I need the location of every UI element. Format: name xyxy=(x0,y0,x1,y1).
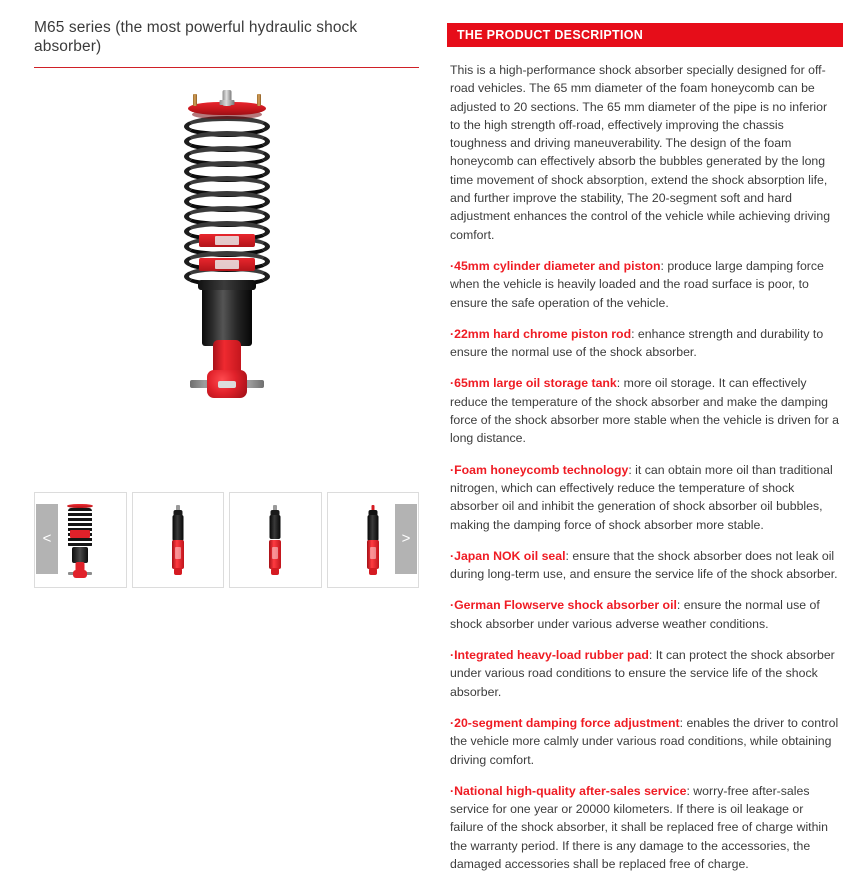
feature-lead: · 22mm hard chrome piston rod xyxy=(450,327,631,341)
bushing-core xyxy=(218,381,236,388)
feature-lead: · German Flowserve shock absorber oil xyxy=(450,598,677,612)
top-mount-nut xyxy=(222,90,231,106)
feature-text: : enhance strength and durability to ensure the normal use of the shock absorber. xyxy=(450,326,824,360)
title-divider xyxy=(34,67,419,68)
feature-item xyxy=(450,596,840,633)
coil-spring xyxy=(184,116,270,291)
shock-body-tube xyxy=(202,284,252,346)
intro-paragraph: This is a high-performance shock absorber specially designed for off-road vehicles. The 65 mm diameter of the foam honeycomb can be adjusted to 20 sections. The 65 mm diameter of the pipe is no inferior to the high strength off-road, effectively improving the chassis toughness and driving maneuverability. The design of the foam honeycomb can effectively absorb the bubbles generated by the long time movement of shock absorption, extend the shock absorption life, and further improve the stability, The 20-segment soft and hard adjustment enhances the control of the vehicle while achieving driving comfort. xyxy=(450,63,831,242)
thumbnail-item-3[interactable] xyxy=(229,492,322,588)
adjuster-band-lower xyxy=(199,258,255,271)
product-description-column xyxy=(447,0,843,871)
main-product-image[interactable] xyxy=(34,82,419,482)
feature-text: : produce large damping force when the vehicle is heavily loaded and the road surface is poor, to ensure the safe operation of the vehicle. xyxy=(450,258,824,310)
product-media-column xyxy=(0,0,447,781)
feature-lead: · Japan NOK oil seal xyxy=(450,549,566,563)
feature-item xyxy=(450,374,840,447)
feature-text: : more oil storage. It can effectively reduce the temperature of the shock absorber and make the damping force of the shock absorber more stable when the vehicle is driven for a long distance. xyxy=(450,376,839,446)
thumbnail-shock-icon xyxy=(169,505,187,575)
carousel-next-button[interactable]: > xyxy=(395,504,417,574)
feature-text: : ensure that the shock absorber does not leak oil during long-term use, and ensure the service life of the shock absorber. xyxy=(450,548,838,582)
feature-lead: · 45mm cylinder diameter and piston xyxy=(450,259,661,273)
thumbnail-item-2[interactable] xyxy=(132,492,225,588)
thumbnail-shock-icon xyxy=(266,505,284,575)
feature-text: : worry-free after-sales service for one year or 20000 kilometers. If there is oil leakage or failure of the shock absorber, it shall be replaced free of charge within the warranty period. If there is any damage to the accessories, the damaged accessories shall be replaced free of charge. xyxy=(450,783,829,871)
body-collar xyxy=(198,280,256,290)
feature-lead: · 65mm large oil storage tank xyxy=(450,376,617,390)
feature-item xyxy=(450,782,840,873)
feature-text: : enables the driver to control the vehicle more calmly under various road conditions, while obtaining driving comfort. xyxy=(450,715,839,767)
feature-item xyxy=(450,325,840,362)
feature-item xyxy=(450,646,840,701)
page-title: M65 series (the most powerful hydraulic shock absorber) xyxy=(34,19,358,55)
coilover-shock-illustration xyxy=(167,88,287,398)
feature-lead: · 20-segment damping force adjustment xyxy=(450,716,680,730)
feature-lead: · Integrated heavy-load rubber pad xyxy=(450,648,649,662)
section-header-product-description: THE PRODUCT DESCRIPTION xyxy=(447,23,843,47)
adjuster-band-upper xyxy=(199,234,255,247)
carousel-prev-button[interactable]: < xyxy=(36,504,58,574)
feature-text: : ensure the normal use of shock absorber under various adverse weather conditions. xyxy=(450,598,820,631)
feature-text: : it can obtain more oil than traditional nitrogen, which can effectively reduce the temperature of shock absorber oil and inhibit the generation of shock absorber oil bubbles, making the damping force of shock absorber more stable. xyxy=(450,462,833,532)
top-mount-stud-left xyxy=(193,94,197,106)
feature-lead: · National high-quality after-sales service xyxy=(450,784,686,798)
feature-text: : It can protect the shock absorber under various road conditions to ensure the service life of the shock absorber. xyxy=(450,648,835,699)
feature-item xyxy=(450,257,840,312)
feature-item xyxy=(450,714,840,769)
thumbnail-coilover-icon xyxy=(63,502,97,578)
description-body xyxy=(447,47,843,873)
thumbnail-carousel xyxy=(34,492,419,588)
feature-lead: · Foam honeycomb technology xyxy=(450,463,628,477)
top-mount-stud-right xyxy=(257,94,261,106)
feature-item xyxy=(450,461,840,534)
feature-item xyxy=(450,547,840,584)
thumbnail-shock-icon xyxy=(364,505,382,575)
